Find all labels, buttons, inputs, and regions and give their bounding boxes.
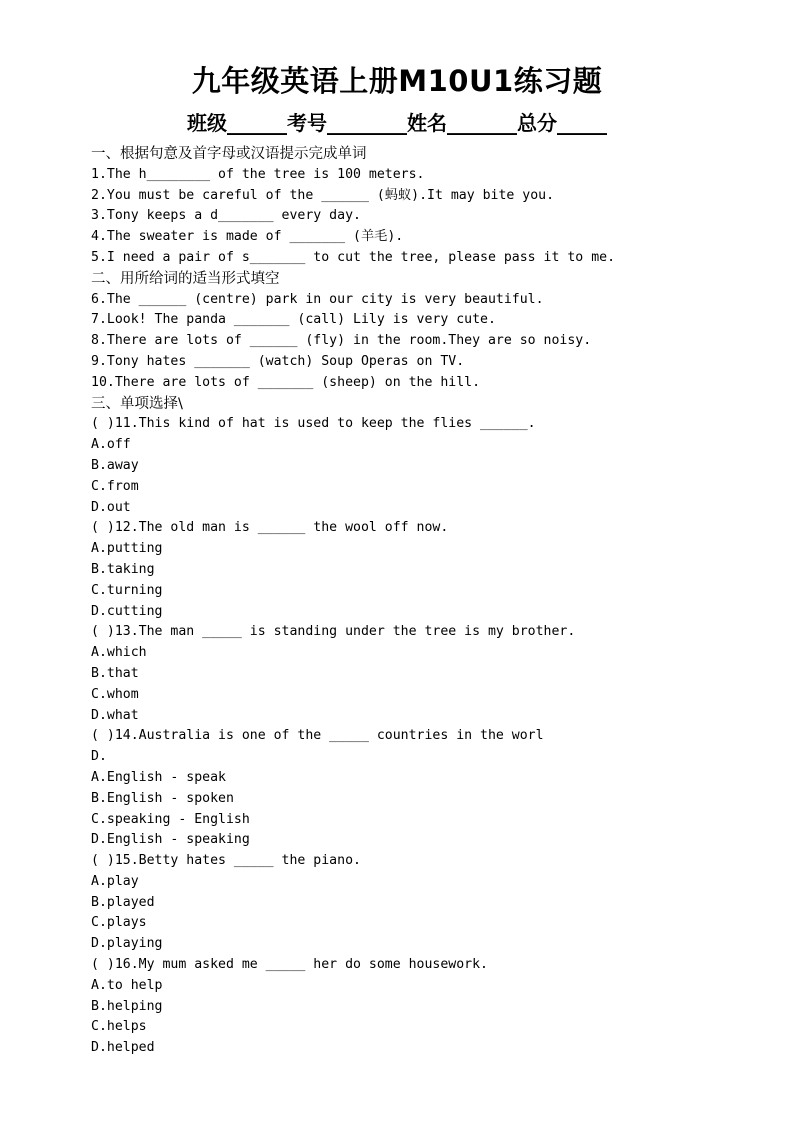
question-line: A.to help [91,977,163,993]
question-line: 1.The h________ of the tree is 100 meters. [91,166,425,182]
question-line: 5.I need a pair of s_______ to cut the tree, please pass it to me. [91,249,616,265]
section-heading: 三、单项选择\ [91,395,183,412]
question-line: A.play [91,873,139,889]
question-line: C.turning [91,582,163,598]
question-line: ( )14.Australia is one of the _____ countries in the worl [91,728,544,744]
section-heading: 一、根据句意及首字母或汉语提示完成单词 [91,146,367,162]
question-line: 8.There are lots of ______ (fly) in the room.They are so noisy. [91,333,592,349]
question-line: A.putting [91,541,163,557]
question-line: B.away [91,457,139,473]
question-line: D. [91,749,107,765]
question-line: C.from [91,478,139,494]
question-line: D.English - speaking [91,832,250,848]
question-line: A.which [91,645,147,661]
question-line: D.cutting [91,603,163,619]
worksheet-body [91,144,781,1059]
question-line: B.English - spoken [91,790,234,806]
question-line: 6.The ______ (centre) park in our city is very beautiful. [91,291,544,307]
question-line: ( )16.My mum asked me _____ her do some housework. [91,957,488,973]
question-line: 9.Tony hates _______ (watch) Soup Operas on TV. [91,353,465,369]
question-line: ( )15.Betty hates _____ the piano. [91,853,361,869]
question-line: D.playing [91,936,163,952]
question-line: C.whom [91,686,139,702]
question-line: 4.The sweater is made of _______ (羊毛). [91,229,404,245]
question-line: A.off [91,437,131,453]
question-line: ( )11.This kind of hat is used to keep the flies ______. [91,416,536,432]
question-line: D.out [91,499,131,515]
question-line: A.English - speak [91,769,226,785]
question-line: D.what [91,707,139,723]
question-line: C.speaking - English [91,811,250,827]
question-line: C.plays [91,915,147,931]
question-line: B.played [91,894,155,910]
question-line: B.that [91,665,139,681]
page-title: 九年级英语上册M10U1练习题 [191,64,603,98]
question-line: C.helps [91,1019,147,1035]
question-line: ( )12.The old man is ______ the wool off now. [91,520,449,536]
question-line: 7.Look! The panda _______ (call) Lily is very cute. [91,312,496,328]
section-heading: 二、用所给词的适当形式填空 [91,270,280,287]
question-line: 2.You must be careful of the ______ (蚂蚁).It may bite you. [91,187,555,203]
question-line: B.taking [91,561,155,577]
question-line: D.helped [91,1040,155,1056]
question-line: 10.There are lots of _______ (sheep) on the hill. [91,374,481,390]
question-line: ( )13.The man _____ is standing under the tree is my brother. [91,624,576,640]
student-info-line: 班级______考号________姓名_______总分_____ [187,111,607,135]
question-line: 3.Tony keeps a d_______ every day. [91,208,361,224]
question-line: B.helping [91,998,163,1014]
